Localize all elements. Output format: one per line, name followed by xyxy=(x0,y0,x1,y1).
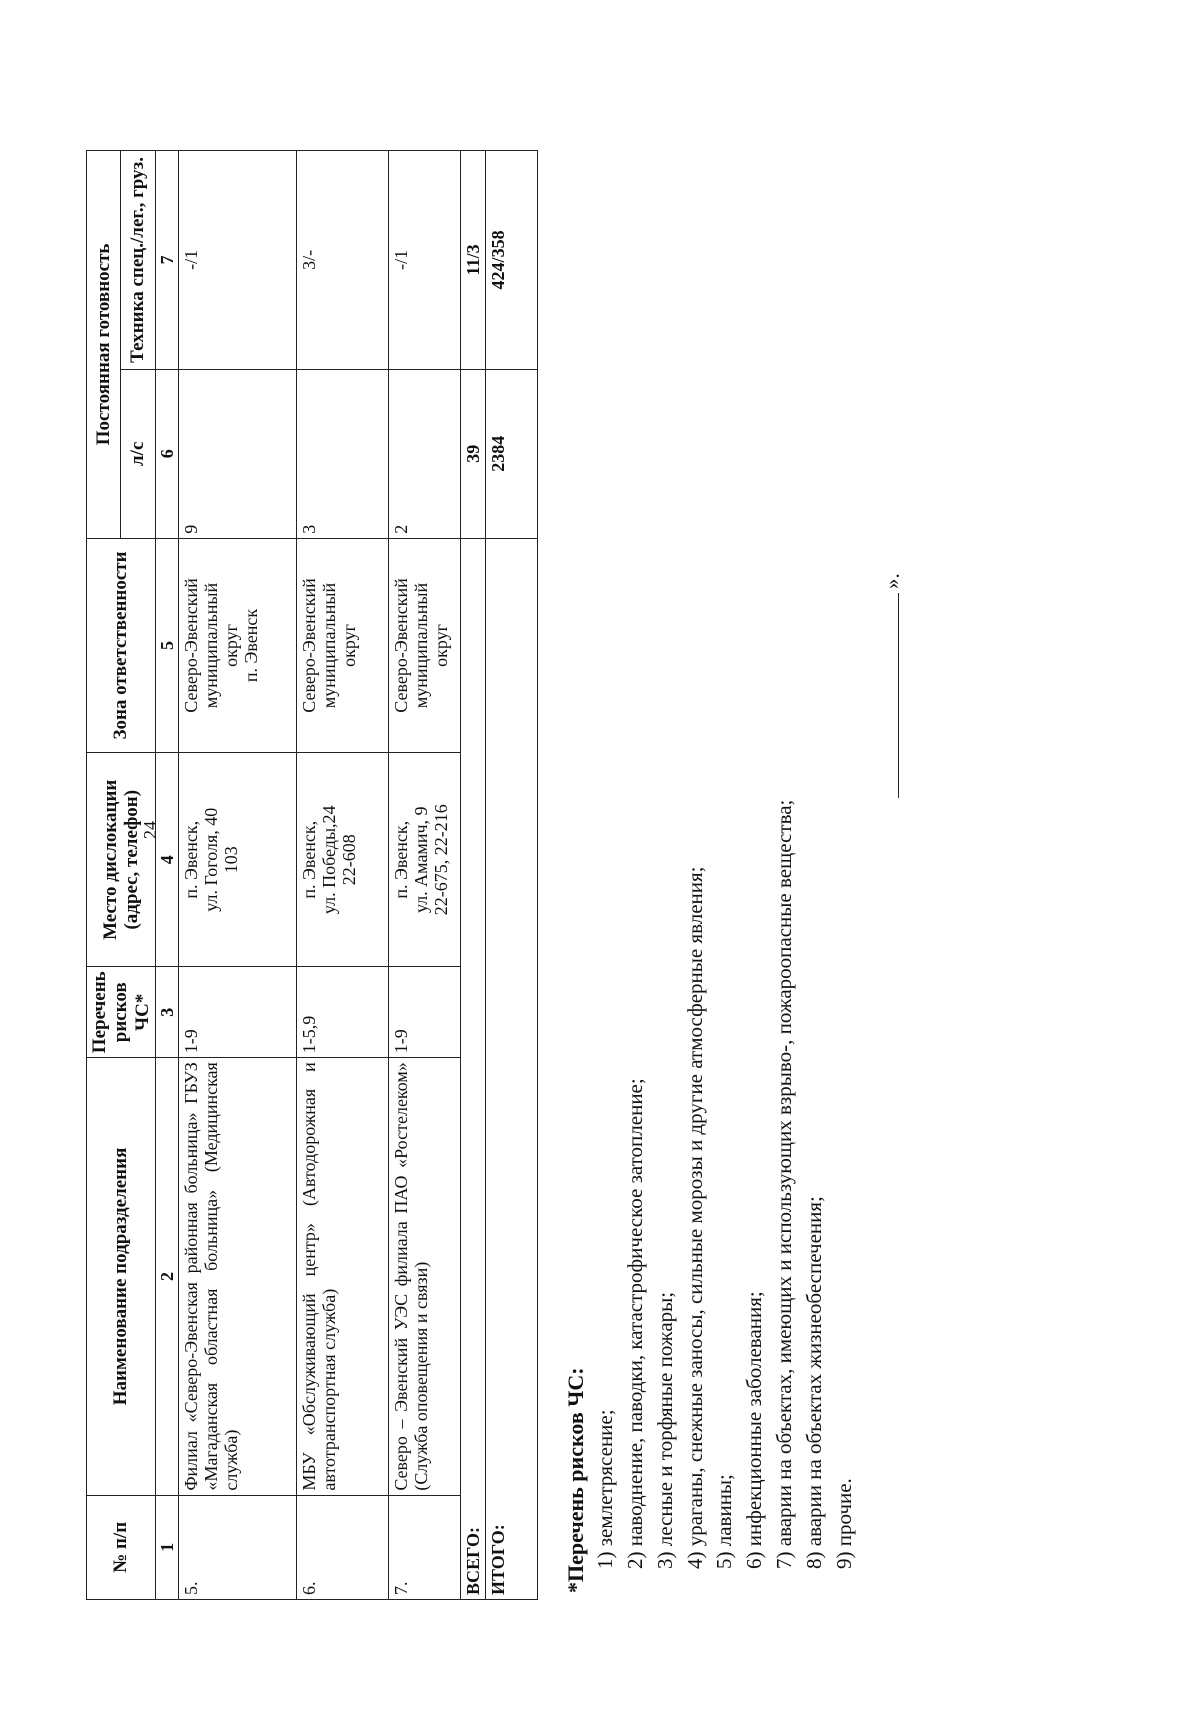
row-risks: 1-9 xyxy=(178,967,296,1058)
risks-list xyxy=(591,800,859,1593)
grand-total-personnel: 2384 xyxy=(486,369,538,538)
total-personnel: 39 xyxy=(460,369,485,538)
total-equipment: 11/3 xyxy=(460,151,485,370)
location-line: п. Эвенск, xyxy=(390,820,411,899)
risk-item: 5) лавины; xyxy=(712,1474,737,1569)
column-number: 2 xyxy=(155,1058,178,1495)
header-risks: Перечень рисков ЧС* xyxy=(87,967,156,1058)
column-number: 6 xyxy=(155,369,178,538)
page-number: 24 xyxy=(140,821,160,839)
location-line: ул. Гоголя, 40 xyxy=(201,807,222,912)
zone-line: муниципальный xyxy=(319,582,340,709)
header-readiness: Постоянная готовность xyxy=(87,151,121,539)
header-row xyxy=(87,151,121,1600)
row-zone xyxy=(178,538,296,752)
header-name: Наименование подразделения xyxy=(87,1058,156,1495)
grand-total-row xyxy=(486,151,538,1600)
column-number-row xyxy=(155,151,178,1600)
column-number: 3 xyxy=(155,967,178,1058)
risks-list-title: *Перечень рисков ЧС: xyxy=(563,1367,588,1593)
zone-line: округ xyxy=(339,624,360,667)
risk-item: 6) инфекционные заболевания; xyxy=(742,1291,767,1569)
row-zone xyxy=(388,538,460,752)
row-num: 6. xyxy=(296,1495,388,1599)
risk-item: 9) прочие. xyxy=(831,1478,856,1569)
closing-line xyxy=(880,573,905,798)
row-equipment: -/1 xyxy=(178,151,296,370)
grand-total-equipment: 424/358 xyxy=(486,151,538,370)
risk-item: 2) наводнение, паводки, катастрофическое затопление; xyxy=(623,1078,648,1569)
zone-line: Северо-Эвенский xyxy=(298,578,319,713)
row-num: 7. xyxy=(388,1495,460,1599)
total-row xyxy=(460,151,485,1600)
zone-line: округ xyxy=(221,624,242,667)
row-equipment: -/1 xyxy=(388,151,460,370)
row-equipment: 3/- xyxy=(296,151,388,370)
zone-line: округ xyxy=(431,624,452,667)
row-personnel: 9 xyxy=(178,369,296,538)
risk-item: 8) аварии на объектах жизнеобеспечения; xyxy=(801,1196,826,1569)
column-number: 4 xyxy=(155,753,178,967)
row-location xyxy=(296,753,388,967)
row-name: Северо – Эвенский УЭС филиала ПАО «Ростелеком» (Служба оповещения и связи) xyxy=(388,1058,460,1495)
risk-item: 1) землетрясение; xyxy=(593,1409,618,1569)
closing-mark: ». xyxy=(880,573,904,589)
location-line: п. Эвенск, xyxy=(180,820,201,899)
table-row xyxy=(388,151,460,1600)
zone-line: Северо-Эвенский xyxy=(180,578,201,713)
row-location xyxy=(388,753,460,967)
row-num: 5. xyxy=(178,1495,296,1599)
zone-line: п. Эвенск xyxy=(241,608,262,683)
location-line: 22-675, 22-216 xyxy=(431,804,452,916)
column-number: 7 xyxy=(155,151,178,370)
location-line: ул. Амамич, 9 xyxy=(411,806,432,914)
column-number: 5 xyxy=(155,538,178,752)
units-table xyxy=(86,150,538,1600)
row-name: Филиал «Северо-Эвенская районная больница» ГБУЗ «Магаданская областная больница» (Медицинская служба) xyxy=(178,1058,296,1495)
location-line: п. Эвенск, xyxy=(298,820,319,899)
row-name: МБУ «Обслуживающий центр» (Автодорожная и автотранспортная служба) xyxy=(296,1058,388,1495)
header-personnel: л/с xyxy=(121,369,155,538)
risk-item: 4) ураганы, снежные заносы, сильные морозы и другие атмосферные явления; xyxy=(682,866,707,1569)
header-zone: Зона ответственности xyxy=(87,538,156,752)
risks-footnote xyxy=(560,800,860,1593)
location-line: 22-608 xyxy=(339,834,360,886)
risk-item: 7) аварии на объектах, имеющих и использующих взрыво-, пожароопасные вещества; xyxy=(772,799,797,1569)
row-personnel: 3 xyxy=(296,369,388,538)
row-risks: 1-9 xyxy=(388,967,460,1058)
row-risks: 1-5,9 xyxy=(296,967,388,1058)
location-line: ул. Победы,24 xyxy=(319,805,340,915)
total-label: ВСЕГО: xyxy=(460,538,485,1599)
risk-item: 3) лесные и торфяные пожары; xyxy=(652,1291,677,1569)
table-row xyxy=(178,151,296,1600)
location-line: 103 xyxy=(221,846,242,874)
row-location xyxy=(178,753,296,967)
column-number: 1 xyxy=(155,1495,178,1599)
row-zone xyxy=(296,538,388,752)
zone-line: муниципальный xyxy=(411,582,432,709)
grand-total-label: ИТОГО: xyxy=(486,538,538,1599)
zone-line: Северо-Эвенский xyxy=(390,578,411,713)
blank-underline xyxy=(882,593,899,798)
table-row xyxy=(296,151,388,1600)
header-equipment: Техника спец./лег., груз. xyxy=(121,151,155,370)
header-num: № п/п xyxy=(87,1495,156,1599)
zone-line: муниципальный xyxy=(201,582,222,709)
header-location: Место дислокации (адрес, телефон) xyxy=(87,753,156,967)
row-personnel: 2 xyxy=(388,369,460,538)
